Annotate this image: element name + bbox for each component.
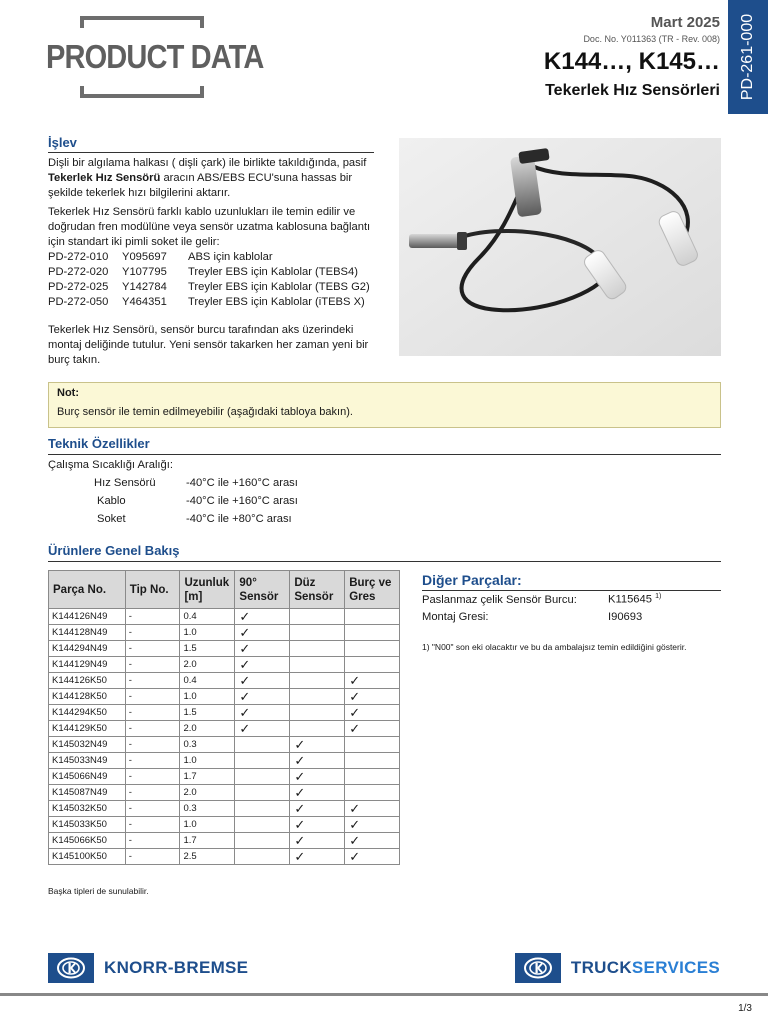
cable-pd: PD-272-010 xyxy=(48,251,109,263)
table-row xyxy=(49,673,400,689)
cable-row xyxy=(48,250,374,265)
length-cell: 1.0 xyxy=(180,817,235,833)
straight-sensor-cell xyxy=(290,609,345,625)
table-row xyxy=(49,849,400,865)
bush-grease-cell: ✓ xyxy=(345,689,400,705)
length-cell: 1.5 xyxy=(180,641,235,657)
table-row xyxy=(49,705,400,721)
brand-right-truck: TRUCK xyxy=(570,958,632,977)
page-number: 1/3 xyxy=(738,1003,752,1014)
function-paragraph-1 xyxy=(48,156,374,201)
brand-left-name: KNORR-BREMSE xyxy=(104,958,249,977)
90-sensor-cell xyxy=(235,737,290,753)
type-no-cell: - xyxy=(125,657,180,673)
90-sensor-cell xyxy=(235,801,290,817)
product-table-body xyxy=(49,609,400,865)
straight-sensor-cell: ✓ xyxy=(290,753,345,769)
other-part-row xyxy=(422,611,642,623)
90-sensor-cell xyxy=(235,833,290,849)
straight-sensor-cell: ✓ xyxy=(290,785,345,801)
truckservices-brand xyxy=(515,953,720,983)
spec-name: Soket xyxy=(97,513,126,525)
straight-sensor-cell xyxy=(290,657,345,673)
length-cell: 1.0 xyxy=(180,689,235,705)
type-no-cell: - xyxy=(125,817,180,833)
other-part-row xyxy=(422,593,661,606)
straight-sensor-cell: ✓ xyxy=(290,833,345,849)
type-no-cell: - xyxy=(125,689,180,705)
length-cell: 2.0 xyxy=(180,721,235,737)
straight-sensor-cell: ✓ xyxy=(290,737,345,753)
part-no-cell: K145087N49 xyxy=(49,785,126,801)
type-no-cell: - xyxy=(125,785,180,801)
sensor-photo xyxy=(399,138,721,356)
part-no-cell: K144126K50 xyxy=(49,673,126,689)
table-row xyxy=(49,753,400,769)
cable-code: Y095697 xyxy=(122,251,167,263)
cable-desc: Treyler EBS için Kablolar (TEBS4) xyxy=(188,266,358,278)
straight-sensor-cell xyxy=(290,689,345,705)
function-heading: İşlev xyxy=(48,135,77,150)
bush-grease-cell xyxy=(345,641,400,657)
table-row xyxy=(49,721,400,737)
col-type-no: Tip No. xyxy=(125,571,180,609)
table-row xyxy=(49,609,400,625)
90-sensor-cell: ✓ xyxy=(235,721,290,737)
table-row xyxy=(49,737,400,753)
logo-bracket-bottom xyxy=(80,86,204,98)
90-sensor-cell xyxy=(235,849,290,865)
part-no-cell: K144128N49 xyxy=(49,625,126,641)
part-no-cell: K144129N49 xyxy=(49,657,126,673)
part-no-cell: K145033K50 xyxy=(49,817,126,833)
document-date: Mart 2025 xyxy=(650,14,720,31)
straight-sensor-cell xyxy=(290,625,345,641)
bush-grease-cell xyxy=(345,753,400,769)
straight-sensor-cell xyxy=(290,705,345,721)
length-cell: 2.0 xyxy=(180,785,235,801)
bush-grease-cell xyxy=(345,609,400,625)
table-row xyxy=(49,801,400,817)
90-sensor-cell: ✓ xyxy=(235,689,290,705)
part-no-cell: K144294N49 xyxy=(49,641,126,657)
bush-grease-cell: ✓ xyxy=(345,833,400,849)
bush-grease-cell: ✓ xyxy=(345,721,400,737)
table-row xyxy=(49,785,400,801)
page-subtitle: Tekerlek Hız Sensörleri xyxy=(545,82,720,99)
90-sensor-cell: ✓ xyxy=(235,673,290,689)
footer-bar xyxy=(0,993,768,996)
bush-grease-cell: ✓ xyxy=(345,801,400,817)
cable-pd: PD-272-020 xyxy=(48,266,109,278)
length-cell: 2.5 xyxy=(180,849,235,865)
function-p1-b: aracın ABS/EBS ECU'suna hassas bir şekilde tekerlek hızı bilgilerini aktarır. xyxy=(48,172,353,199)
spec-value: -40°C ile +160°C arası xyxy=(186,477,298,489)
length-cell: 0.3 xyxy=(180,801,235,817)
bush-grease-cell: ✓ xyxy=(345,705,400,721)
type-no-cell: - xyxy=(125,753,180,769)
length-cell: 0.4 xyxy=(180,609,235,625)
cable-desc: Treyler EBS için Kablolar (TEBS G2) xyxy=(188,281,370,293)
col-90-sensor: 90° Sensör xyxy=(235,571,290,609)
other-part-value: I90693 xyxy=(608,611,643,623)
other-parts-heading: Diğer Parçalar: xyxy=(422,572,522,588)
other-part-footnote-ref: 1) xyxy=(655,593,662,600)
straight-sensor-cell xyxy=(290,721,345,737)
90-sensor-cell xyxy=(235,753,290,769)
90-sensor-cell: ✓ xyxy=(235,705,290,721)
part-no-cell: K144294K50 xyxy=(49,705,126,721)
function-paragraph-2: Tekerlek Hız Sensörü farklı kablo uzunlukları ile temin edilir ve doğrudan fren modülüne veya sensör uzatma kablosuna bağlantı için standart iki pimli soket ile gelir: xyxy=(48,206,371,248)
length-cell: 1.0 xyxy=(180,625,235,641)
function-p1-a: Dişli bir algılama halkası ( dişli çark) ile birlikte takıldığında, pasif xyxy=(48,157,367,169)
document-code-tab xyxy=(728,0,768,114)
cable-desc: ABS için kablolar xyxy=(188,251,273,263)
document-number: Doc. No. Y011363 (TR - Rev. 008) xyxy=(583,34,720,44)
part-no-cell: K144128K50 xyxy=(49,689,126,705)
product-table xyxy=(48,570,400,865)
function-rule xyxy=(48,152,374,153)
bush-grease-cell: ✓ xyxy=(345,817,400,833)
logo-bracket-top xyxy=(80,16,204,28)
cable-pd: PD-272-025 xyxy=(48,281,109,293)
other-parts-footnote: 1) "N00" son eki olacaktır ve bu da ambalajsız temin edildiğini gösterir. xyxy=(422,642,687,652)
straight-sensor-cell xyxy=(290,673,345,689)
90-sensor-cell xyxy=(235,769,290,785)
cable-row xyxy=(48,280,374,295)
cable-pd: PD-272-050 xyxy=(48,296,109,308)
length-cell: 0.3 xyxy=(180,737,235,753)
table-header-row xyxy=(49,571,400,609)
col-length: Uzunluk [m] xyxy=(180,571,235,609)
brand-right-services: SERVICES xyxy=(631,958,720,977)
function-paragraph-3: Tekerlek Hız Sensörü, sensör burcu tarafından aks üzerindeki montaj deliğinde tutulur. Yeni sensör takarken her zaman yeni bir burç takın. xyxy=(48,324,369,366)
cable-code: Y142784 xyxy=(122,281,167,293)
specs-rule xyxy=(48,454,721,455)
knorr-bremse-logo-icon xyxy=(48,953,94,983)
part-no-cell: K145066K50 xyxy=(49,833,126,849)
bush-grease-cell xyxy=(345,785,400,801)
note-title: Not: xyxy=(57,387,79,399)
table-row xyxy=(49,641,400,657)
cable-row xyxy=(48,265,374,280)
spec-name: Kablo xyxy=(97,495,126,507)
bush-grease-cell xyxy=(345,769,400,785)
part-no-cell: K145100K50 xyxy=(49,849,126,865)
spec-value: -40°C ile +160°C arası xyxy=(186,495,298,507)
overview-rule xyxy=(48,561,721,562)
brand-right-name xyxy=(571,958,720,978)
bush-grease-cell: ✓ xyxy=(345,673,400,689)
cable-list xyxy=(48,250,374,310)
part-no-cell: K145032K50 xyxy=(49,801,126,817)
product-data-logo xyxy=(46,16,264,100)
length-cell: 0.4 xyxy=(180,673,235,689)
bush-grease-cell xyxy=(345,625,400,641)
table-row xyxy=(49,769,400,785)
table-row xyxy=(49,833,400,849)
part-no-cell: K145066N49 xyxy=(49,769,126,785)
part-no-cell: K145032N49 xyxy=(49,737,126,753)
length-cell: 1.5 xyxy=(180,705,235,721)
part-no-cell: K144126N49 xyxy=(49,609,126,625)
table-row xyxy=(49,657,400,673)
specs-heading: Teknik Özellikler xyxy=(48,436,150,451)
sensor-illustration xyxy=(399,138,721,356)
logo-text: PRODUCT DATA xyxy=(46,38,264,75)
cable-desc: Treyler EBS için Kablolar (iTEBS X) xyxy=(188,296,365,308)
straight-sensor-cell: ✓ xyxy=(290,769,345,785)
type-no-cell: - xyxy=(125,625,180,641)
table-row xyxy=(49,817,400,833)
type-no-cell: - xyxy=(125,609,180,625)
function-p1-bold: Tekerlek Hız Sensörü xyxy=(48,172,161,184)
straight-sensor-cell: ✓ xyxy=(290,817,345,833)
col-straight-sensor: Düz Sensör xyxy=(290,571,345,609)
col-part-no: Parça No. xyxy=(49,571,126,609)
page-title: K144…, K145… xyxy=(543,48,720,75)
table-row xyxy=(49,625,400,641)
type-no-cell: - xyxy=(125,833,180,849)
90-sensor-cell: ✓ xyxy=(235,625,290,641)
part-no-cell: K145033N49 xyxy=(49,753,126,769)
other-parts-rule xyxy=(422,590,721,591)
straight-sensor-cell xyxy=(290,641,345,657)
cable-code: Y107795 xyxy=(122,266,167,278)
note-text: Burç sensör ile temin edilmeyebilir (aşağıdaki tabloya bakın). xyxy=(57,406,353,418)
length-cell: 1.7 xyxy=(180,833,235,849)
bush-grease-cell xyxy=(345,737,400,753)
other-part-label: Paslanmaz çelik Sensör Burcu: xyxy=(422,593,577,606)
note-box xyxy=(48,382,721,428)
type-no-cell: - xyxy=(125,849,180,865)
90-sensor-cell: ✓ xyxy=(235,609,290,625)
type-no-cell: - xyxy=(125,705,180,721)
type-no-cell: - xyxy=(125,721,180,737)
overview-heading: Ürünlere Genel Bakış xyxy=(48,543,180,558)
temperature-label: Çalışma Sıcaklığı Aralığı: xyxy=(48,459,173,471)
straight-sensor-cell: ✓ xyxy=(290,801,345,817)
90-sensor-cell xyxy=(235,817,290,833)
length-cell: 1.0 xyxy=(180,753,235,769)
table-row xyxy=(49,689,400,705)
90-sensor-cell: ✓ xyxy=(235,641,290,657)
length-cell: 1.7 xyxy=(180,769,235,785)
part-no-cell: K144129K50 xyxy=(49,721,126,737)
other-part-value: K115645 xyxy=(608,593,652,606)
type-no-cell: - xyxy=(125,737,180,753)
cable-code: Y464351 xyxy=(122,296,167,308)
cable-row xyxy=(48,295,374,310)
other-part-label: Montaj Gresi: xyxy=(422,611,489,623)
90-sensor-cell: ✓ xyxy=(235,657,290,673)
length-cell: 2.0 xyxy=(180,657,235,673)
spec-name: Hız Sensörü xyxy=(94,477,156,489)
col-bush-grease: Burç ve Gres xyxy=(345,571,400,609)
type-no-cell: - xyxy=(125,769,180,785)
type-no-cell: - xyxy=(125,673,180,689)
type-no-cell: - xyxy=(125,641,180,657)
90-sensor-cell xyxy=(235,785,290,801)
document-code: PD-261-000 xyxy=(739,13,756,101)
more-types-note: Başka tipleri de sunulabilir. xyxy=(48,886,149,896)
spec-value: -40°C ile +80°C arası xyxy=(186,513,292,525)
type-no-cell: - xyxy=(125,801,180,817)
bush-grease-cell xyxy=(345,657,400,673)
knorr-bremse-brand xyxy=(48,953,248,983)
truckservices-logo-icon xyxy=(515,953,561,983)
straight-sensor-cell: ✓ xyxy=(290,849,345,865)
bush-grease-cell: ✓ xyxy=(345,849,400,865)
